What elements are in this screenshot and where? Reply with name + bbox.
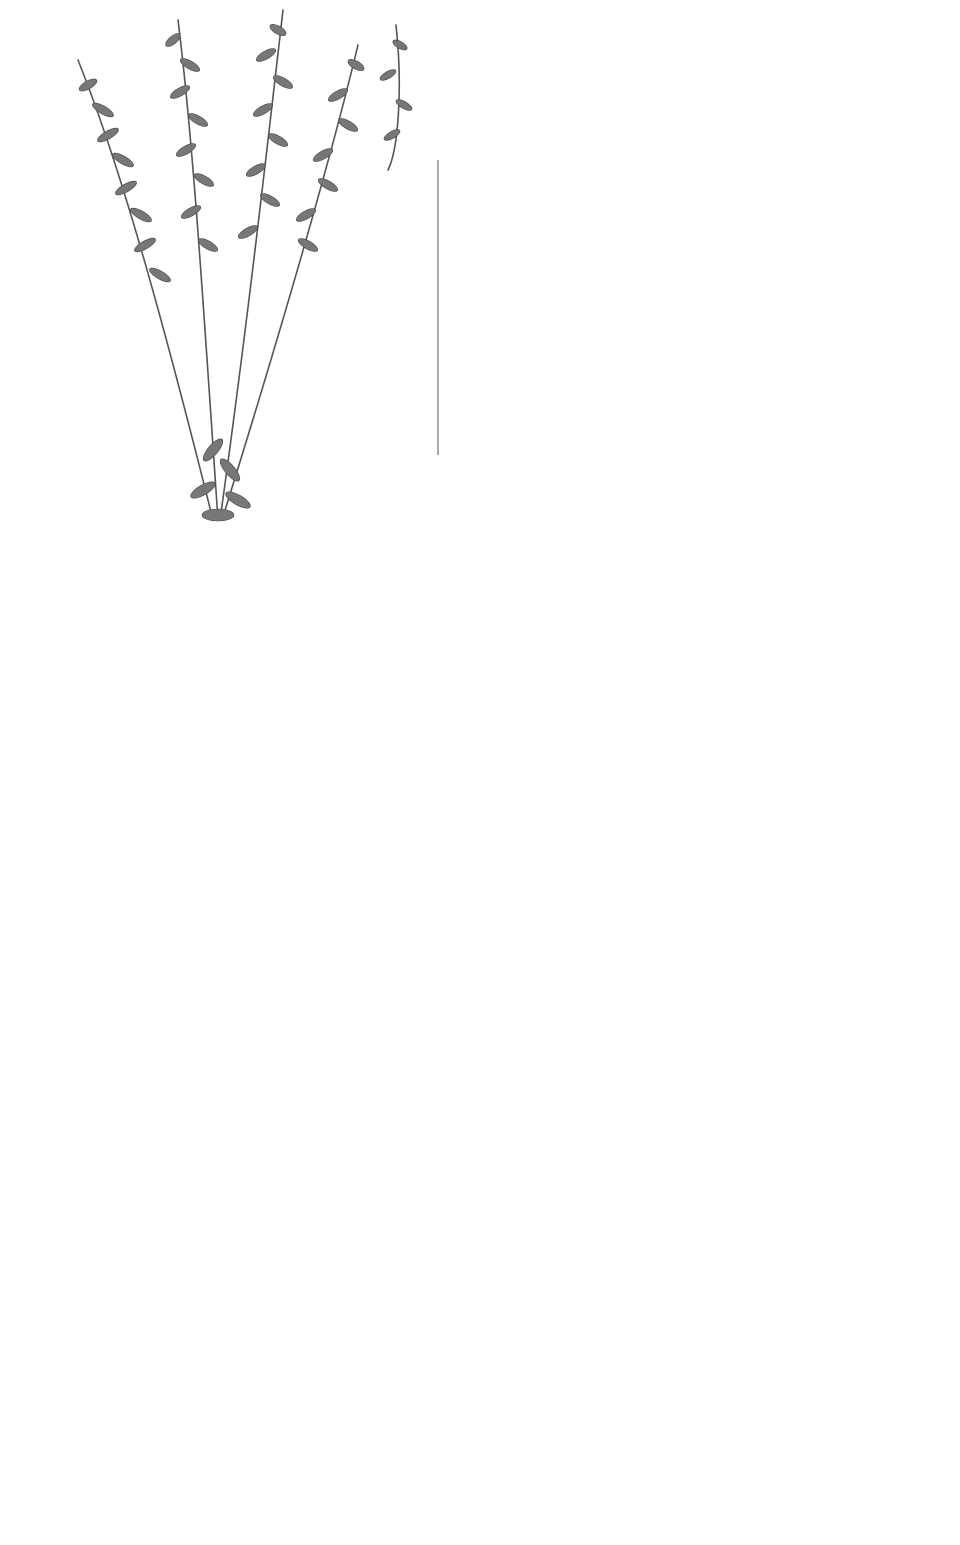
figure (8, 0, 467, 540)
fern-specimen-image (8, 0, 467, 540)
left-column (8, 0, 467, 552)
right-column (493, 0, 959, 22)
